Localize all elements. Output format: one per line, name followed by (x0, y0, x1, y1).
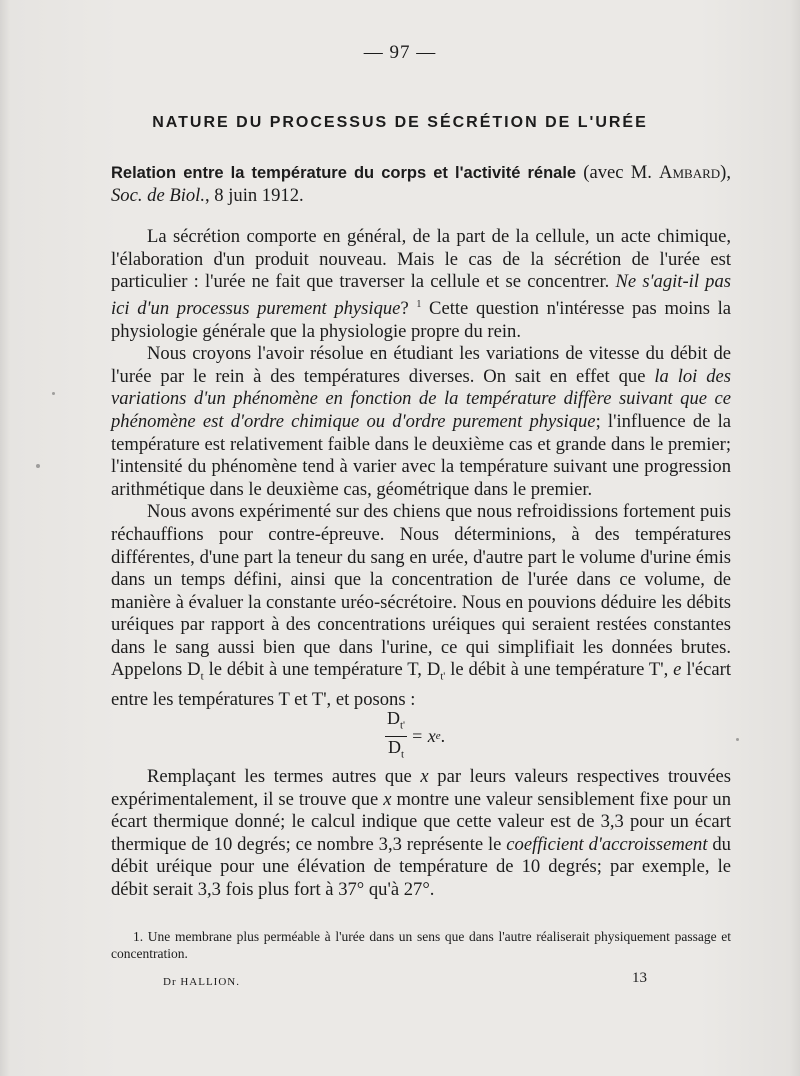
p3-sub-tprime: t' (440, 671, 446, 684)
p2-italic: la loi des variations d'un phénomène en fonction de la température diffère suivant que ce phénomène est d'ordre chimique ou d'ordre purement physique (111, 365, 731, 432)
article-title: Relation entre la température du corps et l'activité rénale (111, 164, 577, 182)
den-sub: t (400, 748, 405, 761)
page-number: — 97 — (363, 42, 437, 63)
equation-fraction (385, 708, 407, 764)
authors-post: ), (720, 162, 731, 183)
equation-rhs: = x (411, 725, 436, 746)
p1-question: ? (400, 297, 417, 319)
fraction-numerator (385, 708, 407, 737)
equation-end: . (440, 725, 446, 746)
signature-mark: Dr HALLION. (163, 976, 240, 988)
sheet-number: 13 (632, 970, 647, 986)
scan-speck (736, 738, 739, 741)
p3-text: Nous avons expérimenté sur des chiens que nous refroidissions fortement puis réchauffions pour contre-épreuve. Nous déterminions, à des températures différentes, d'une part la teneur du sang en urée, d'autre part le volume d'urine émis dans un temps défini, ainsi que la concentration de l'urée dans ce volume, de manière à évaluer la constante uréo-sécrétoire. Nous en pouvions déduire les débits uréiques par rapport à des concentrations uréiques qui seraient restées constantes dans le sang aussi bien que dans l'urine, ce qui simplifiait les données brutes. Appelons D (111, 501, 731, 681)
p1-text-a: La sécrétion comporte en général, de la part de la cellule, un acte chimique, l'élaboration d'un produit nouveau. Mais le cas de la sécrétion de l'urée est particulier : l'urée ne fait que traverser la cellule et se concentrer. (111, 226, 731, 293)
p1-italic: Ne s'agit-il pas ici d'un processus purement physique (111, 271, 732, 319)
author-name: Ambard (659, 162, 721, 183)
fraction-denominator (386, 737, 406, 765)
authors-pre: (avec M. (583, 162, 660, 183)
section-title: NATURE DU PROCESSUS DE SÉCRÉTION DE L'URÉE (152, 114, 648, 131)
p4-italic: coefficient d'accroissement (506, 833, 708, 855)
scan-speck (36, 464, 40, 468)
p2-text-b: ; l'influence de la température est relativement faible dans le deuxième cas et grande dans le premier; l'intensité du phénomène tend à varier avec la température suivant une progression arithmétique dans le deuxième cas, géométrique dans le premier. (111, 410, 731, 500)
paragraph-4 (111, 766, 731, 902)
journal-name: Soc. de Biol. (111, 184, 205, 206)
equation-exponent: e (435, 730, 441, 742)
p3-text-mid1: le débit à une température T, D (203, 659, 441, 681)
footnote (111, 928, 731, 962)
publication-date: , 8 juin 1912. (204, 184, 304, 206)
p4-text-c: montre une valeur sensiblement fixe pour un écart thermique donné; le calcul indique que cette valeur est de 3,3 pour un écart thermique de 10 degrés; ce nombre 3,3 représente le (111, 788, 731, 855)
reference-entry (111, 162, 731, 207)
body-text (111, 226, 731, 711)
p4-text-d: du débit uréique pour une élévation de température de 10 degrés; par exemple, le débit serait 3,3 fois plus fort à 37° qu'à 27°. (111, 833, 731, 900)
p4-x2: x (383, 788, 392, 810)
p4-text-b: par leurs valeurs respectives trouvées expérimentalement, il se trouve que (111, 766, 731, 810)
paragraph-2 (111, 343, 731, 501)
footnote-ref: 1 (416, 298, 422, 310)
footnote-text: 1. Une membrane plus perméable à l'urée dans un sens que dans l'autre réaliserait physiquement passage et concentration. (111, 929, 731, 961)
paragraph-1 (111, 226, 731, 343)
p1-text-b: Cette question n'intéresse pas moins la physiologie générale que la physiologie propre du rein. (111, 297, 732, 342)
p3-sub-t: t (200, 671, 204, 684)
p3-text-end: l'écart entre les températures T et T', et posons : (111, 659, 731, 710)
scan-speck (52, 392, 55, 395)
den-d: D (387, 736, 401, 757)
equation (385, 707, 446, 761)
num-d: D (387, 707, 400, 728)
p4-text-a: Remplaçant les termes autres que (147, 766, 421, 787)
num-sub: t' (400, 719, 406, 732)
p3-text-mid2: le débit à une température T', (445, 659, 674, 681)
p2-text-a: Nous croyons l'avoir résolue en étudiant les variations de vitesse du débit de l'urée par le rein à des températures diverses. On sait en effet que (111, 343, 731, 387)
body-text-continued (111, 766, 731, 902)
paragraph-3 (111, 501, 731, 711)
p3-e: e (673, 659, 682, 681)
p4-x1: x (420, 766, 429, 787)
